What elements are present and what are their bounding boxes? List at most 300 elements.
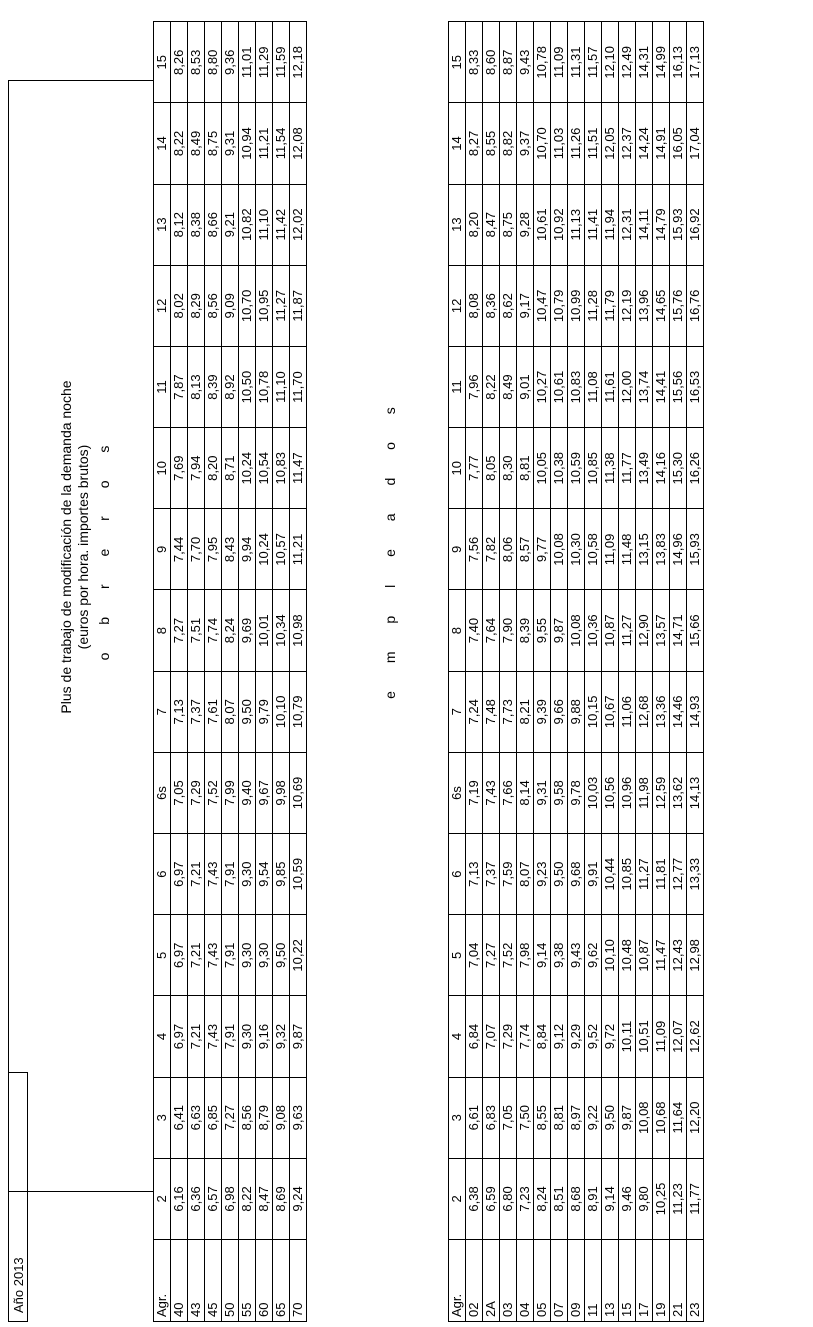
- obreros-cell: 8,07: [222, 671, 239, 752]
- obreros-table-row: [188, 22, 205, 1322]
- empleados-cell: 14,93: [687, 671, 704, 752]
- obreros-cell: 9,21: [222, 184, 239, 265]
- obreros-header-row: [154, 22, 171, 1322]
- empleados-cell: 8,81: [551, 1077, 568, 1158]
- obreros-cell: 10,69: [290, 752, 307, 833]
- empleados-cell: 11,08: [585, 346, 602, 427]
- empleados-cell: 16,26: [687, 428, 704, 509]
- empleados-cell: 8,06: [500, 509, 517, 590]
- obreros-cell: 8,38: [188, 184, 205, 265]
- obreros-cell: 10,50: [239, 346, 256, 427]
- empleados-row-agr: 23: [687, 1240, 704, 1322]
- obreros-cell: 7,21: [188, 834, 205, 915]
- empleados-cell: 10,11: [619, 996, 636, 1077]
- empleados-cell: 9,68: [568, 834, 585, 915]
- obreros-cell: 7,61: [205, 671, 222, 752]
- obreros-row-agr: 50: [222, 1240, 239, 1322]
- empleados-cell: 11,27: [636, 834, 653, 915]
- empleados-cell: 8,33: [466, 22, 483, 103]
- empleados-cell: 14,79: [653, 184, 670, 265]
- obreros-cell: 12,02: [290, 184, 307, 265]
- empleados-cell: 9,29: [568, 996, 585, 1077]
- empleados-cell: 10,05: [534, 428, 551, 509]
- empleados-cell: 15,56: [670, 346, 687, 427]
- empleados-cell: 11,64: [670, 1077, 687, 1158]
- empleados-cell: 7,59: [500, 834, 517, 915]
- empleados-cell: 10,36: [585, 590, 602, 671]
- empleados-cell: 10,99: [568, 265, 585, 346]
- empleados-cell: 8,24: [534, 1158, 551, 1239]
- empleados-cell: 10,08: [636, 1077, 653, 1158]
- empleados-cell: 11,98: [636, 752, 653, 833]
- obreros-cell: 6,98: [222, 1158, 239, 1239]
- empleados-cell: 12,90: [636, 590, 653, 671]
- obreros-cell: 10,82: [239, 184, 256, 265]
- empleados-cell: 7,77: [466, 428, 483, 509]
- empleados-cell: 7,23: [517, 1158, 534, 1239]
- obreros-cell: 9,85: [273, 834, 290, 915]
- obreros-cell: 8,02: [171, 265, 188, 346]
- obreros-cell: 9,30: [256, 915, 273, 996]
- empleados-cell: 10,78: [534, 22, 551, 103]
- empleados-cell: 7,50: [517, 1077, 534, 1158]
- obreros-table-row: [239, 22, 256, 1322]
- empleados-cell: 12,43: [670, 915, 687, 996]
- empleados-cell: 14,24: [636, 103, 653, 184]
- empleados-cell: 8,22: [483, 346, 500, 427]
- empleados-table-row: [534, 22, 551, 1322]
- obreros-cell: 7,95: [205, 509, 222, 590]
- obreros-cell: 9,50: [239, 671, 256, 752]
- empleados-cell: 10,08: [551, 509, 568, 590]
- obreros-cell: 8,71: [222, 428, 239, 509]
- empleados-header-col: 9: [449, 509, 466, 590]
- empleados-cell: 12,68: [636, 671, 653, 752]
- obreros-cell: 11,59: [273, 22, 290, 103]
- obreros-cell: 8,39: [205, 346, 222, 427]
- obreros-cell: 7,74: [205, 590, 222, 671]
- empleados-cell: 11,31: [568, 22, 585, 103]
- obreros-cell: 8,49: [188, 103, 205, 184]
- empleados-cell: 15,93: [670, 184, 687, 265]
- empleados-cell: 8,07: [517, 834, 534, 915]
- obreros-cell: 8,56: [239, 1077, 256, 1158]
- empleados-cell: 8,20: [466, 184, 483, 265]
- obreros-header-col: 12: [154, 265, 171, 346]
- obreros-table-row: [205, 22, 222, 1322]
- empleados-cell: 9,88: [568, 671, 585, 752]
- empleados-cell: 8,27: [466, 103, 483, 184]
- obreros-cell: 10,57: [273, 509, 290, 590]
- obreros-cell: 11,29: [256, 22, 273, 103]
- obreros-cell: 7,94: [188, 428, 205, 509]
- empleados-header-row: [449, 22, 466, 1322]
- empleados-label: e m p l e a d o s: [382, 395, 398, 699]
- obreros-cell: 10,10: [273, 671, 290, 752]
- empleados-cell: 10,56: [602, 752, 619, 833]
- obreros-cell: 6,41: [171, 1077, 188, 1158]
- empleados-cell: 9,43: [568, 915, 585, 996]
- empleados-table-row: [585, 22, 602, 1322]
- empleados-cell: 10,58: [585, 509, 602, 590]
- empleados-cell: 10,70: [534, 103, 551, 184]
- obreros-table-row: [222, 22, 239, 1322]
- empleados-cell: 10,15: [585, 671, 602, 752]
- empleados-cell: 11,61: [602, 346, 619, 427]
- empleados-cell: 10,10: [602, 915, 619, 996]
- empleados-cell: 7,64: [483, 590, 500, 671]
- obreros-cell: 8,43: [222, 509, 239, 590]
- empleados-row-agr: 05: [534, 1240, 551, 1322]
- empleados-cell: 11,77: [619, 428, 636, 509]
- obreros-cell: 6,36: [188, 1158, 205, 1239]
- empleados-cell: 8,39: [517, 590, 534, 671]
- obreros-cell: 11,27: [273, 265, 290, 346]
- empleados-cell: 8,49: [500, 346, 517, 427]
- year-label: Año 2013: [8, 1072, 28, 1322]
- empleados-table-row: [466, 22, 483, 1322]
- empleados-row-agr: 11: [585, 1240, 602, 1322]
- obreros-cell: 10,22: [290, 915, 307, 996]
- obreros-row-agr: 45: [205, 1240, 222, 1322]
- empleados-table-row: [551, 22, 568, 1322]
- obreros-cell: 7,21: [188, 996, 205, 1077]
- empleados-cell: 11,81: [653, 834, 670, 915]
- empleados-cell: 7,74: [517, 996, 534, 1077]
- empleados-cell: 8,51: [551, 1158, 568, 1239]
- empleados-header-col: 14: [449, 103, 466, 184]
- empleados-header-agr: Agr.: [449, 1240, 466, 1322]
- obreros-cell: 9,98: [273, 752, 290, 833]
- obreros-cell: 10,83: [273, 428, 290, 509]
- empleados-header-col: 15: [449, 22, 466, 103]
- empleados-cell: 7,82: [483, 509, 500, 590]
- obreros-cell: 8,13: [188, 346, 205, 427]
- obreros-cell: 7,87: [171, 346, 188, 427]
- obreros-cell: 11,01: [239, 22, 256, 103]
- empleados-cell: 7,66: [500, 752, 517, 833]
- obreros-cell: 9,63: [290, 1077, 307, 1158]
- empleados-cell: 13,33: [687, 834, 704, 915]
- obreros-cell: 11,10: [256, 184, 273, 265]
- obreros-cell: 9,79: [256, 671, 273, 752]
- empleados-cell: 13,62: [670, 752, 687, 833]
- empleados-cell: 11,79: [602, 265, 619, 346]
- empleados-cell: 7,37: [483, 834, 500, 915]
- obreros-cell: 8,29: [188, 265, 205, 346]
- empleados-cell: 10,44: [602, 834, 619, 915]
- empleados-cell: 6,38: [466, 1158, 483, 1239]
- empleados-cell: 13,49: [636, 428, 653, 509]
- empleados-cell: 15,93: [687, 509, 704, 590]
- empleados-cell: 7,27: [483, 915, 500, 996]
- obreros-header-col: 3: [154, 1077, 171, 1158]
- empleados-cell: 11,06: [619, 671, 636, 752]
- obreros-header-col: 9: [154, 509, 171, 590]
- empleados-cell: 9,14: [534, 915, 551, 996]
- empleados-cell: 10,59: [568, 428, 585, 509]
- obreros-cell: 11,87: [290, 265, 307, 346]
- obreros-row-agr: 65: [273, 1240, 290, 1322]
- empleados-cell: 10,08: [568, 590, 585, 671]
- empleados-cell: 11,13: [568, 184, 585, 265]
- obreros-cell: 7,43: [205, 915, 222, 996]
- obreros-cell: 9,94: [239, 509, 256, 590]
- empleados-cell: 9,77: [534, 509, 551, 590]
- empleados-cell: 14,31: [636, 22, 653, 103]
- empleados-cell: 7,56: [466, 509, 483, 590]
- empleados-cell: 9,55: [534, 590, 551, 671]
- obreros-cell: 8,12: [171, 184, 188, 265]
- empleados-row-agr: 09: [568, 1240, 585, 1322]
- empleados-cell: 7,40: [466, 590, 483, 671]
- empleados-cell: 10,61: [534, 184, 551, 265]
- empleados-cell: 14,11: [636, 184, 653, 265]
- empleados-cell: 10,79: [551, 265, 568, 346]
- empleados-cell: 7,19: [466, 752, 483, 833]
- empleados-cell: 11,47: [653, 915, 670, 996]
- empleados-table-row: [568, 22, 585, 1322]
- empleados-cell: 12,59: [653, 752, 670, 833]
- empleados-cell: 7,43: [483, 752, 500, 833]
- obreros-cell: 7,43: [205, 996, 222, 1077]
- empleados-cell: 8,36: [483, 265, 500, 346]
- empleados-cell: 8,91: [585, 1158, 602, 1239]
- obreros-cell: 11,21: [290, 509, 307, 590]
- obreros-header-col: 8: [154, 590, 171, 671]
- empleados-cell: 9,43: [517, 22, 534, 103]
- empleados-cell: 10,85: [619, 834, 636, 915]
- obreros-cell: 8,75: [205, 103, 222, 184]
- empleados-cell: 9,52: [585, 996, 602, 1077]
- empleados-cell: 12,37: [619, 103, 636, 184]
- empleados-cell: 13,36: [653, 671, 670, 752]
- empleados-cell: 11,28: [585, 265, 602, 346]
- empleados-cell: 14,91: [653, 103, 670, 184]
- empleados-cell: 12,98: [687, 915, 704, 996]
- empleados-row-agr: 13: [602, 1240, 619, 1322]
- obreros-table-row: [171, 22, 188, 1322]
- empleados-cell: 8,30: [500, 428, 517, 509]
- empleados-cell: 11,77: [687, 1158, 704, 1239]
- obreros-cell: 9,30: [239, 834, 256, 915]
- empleados-cell: 8,97: [568, 1077, 585, 1158]
- empleados-cell: 9,31: [534, 752, 551, 833]
- obreros-cell: 9,36: [222, 22, 239, 103]
- empleados-cell: 10,30: [568, 509, 585, 590]
- obreros-cell: 9,32: [273, 996, 290, 1077]
- empleados-cell: 12,62: [687, 996, 704, 1077]
- obreros-cell: 8,53: [188, 22, 205, 103]
- obreros-cell: 9,16: [256, 996, 273, 1077]
- obreros-cell: 10,95: [256, 265, 273, 346]
- obreros-cell: 6,97: [171, 915, 188, 996]
- obreros-cell: 8,22: [239, 1158, 256, 1239]
- empleados-cell: 9,12: [551, 996, 568, 1077]
- obreros-cell: 8,22: [171, 103, 188, 184]
- obreros-cell: 9,50: [273, 915, 290, 996]
- obreros-cell: 7,91: [222, 834, 239, 915]
- empleados-cell: 11,41: [585, 184, 602, 265]
- empleados-row-agr: 17: [636, 1240, 653, 1322]
- empleados-cell: 8,82: [500, 103, 517, 184]
- obreros-header-col: 5: [154, 915, 171, 996]
- obreros-cell: 10,94: [239, 103, 256, 184]
- obreros-header-col: 10: [154, 428, 171, 509]
- empleados-table-row: [500, 22, 517, 1322]
- empleados-cell: 14,99: [653, 22, 670, 103]
- obreros-cell: 8,92: [222, 346, 239, 427]
- obreros-cell: 9,09: [222, 265, 239, 346]
- empleados-row-agr: 03: [500, 1240, 517, 1322]
- obreros-cell: 11,47: [290, 428, 307, 509]
- empleados-cell: 7,73: [500, 671, 517, 752]
- empleados-cell: 8,14: [517, 752, 534, 833]
- empleados-cell: 15,76: [670, 265, 687, 346]
- obreros-cell: 7,91: [222, 996, 239, 1077]
- empleados-cell: 8,55: [483, 103, 500, 184]
- empleados-cell: 11,57: [585, 22, 602, 103]
- empleados-table-row: [687, 22, 704, 1322]
- obreros-row-agr: 43: [188, 1240, 205, 1322]
- empleados-table-row: [670, 22, 687, 1322]
- empleados-cell: 8,84: [534, 996, 551, 1077]
- obreros-header-col: 15: [154, 22, 171, 103]
- empleados-cell: 12,20: [687, 1077, 704, 1158]
- obreros-header-frame: [8, 80, 154, 1192]
- obreros-cell: 9,31: [222, 103, 239, 184]
- obreros-cell: 11,42: [273, 184, 290, 265]
- obreros-cell: 6,63: [188, 1077, 205, 1158]
- obreros-cell: 9,24: [290, 1158, 307, 1239]
- empleados-cell: 9,28: [517, 184, 534, 265]
- empleados-row-agr: 07: [551, 1240, 568, 1322]
- obreros-table-row: [256, 22, 273, 1322]
- empleados-header-col: 6s: [449, 752, 466, 833]
- obreros-cell: 8,20: [205, 428, 222, 509]
- obreros-cell: 7,37: [188, 671, 205, 752]
- obreros-row-agr: 40: [171, 1240, 188, 1322]
- empleados-cell: 10,38: [551, 428, 568, 509]
- empleados-table: [448, 21, 704, 1322]
- empleados-row-agr: 19: [653, 1240, 670, 1322]
- empleados-cell: 13,15: [636, 509, 653, 590]
- empleados-cell: 12,49: [619, 22, 636, 103]
- obreros-cell: 7,51: [188, 590, 205, 671]
- obreros-cell: 6,97: [171, 996, 188, 1077]
- empleados-cell: 9,22: [585, 1077, 602, 1158]
- empleados-row-agr: 04: [517, 1240, 534, 1322]
- obreros-cell: 8,56: [205, 265, 222, 346]
- empleados-cell: 8,08: [466, 265, 483, 346]
- empleados-cell: 10,47: [534, 265, 551, 346]
- empleados-cell: 8,57: [517, 509, 534, 590]
- empleados-cell: 6,80: [500, 1158, 517, 1239]
- empleados-row-agr: 02: [466, 1240, 483, 1322]
- empleados-cell: 16,92: [687, 184, 704, 265]
- obreros-cell: 8,24: [222, 590, 239, 671]
- empleados-header-col: 13: [449, 184, 466, 265]
- empleados-table-row: [653, 22, 670, 1322]
- empleados-header-col: 4: [449, 996, 466, 1077]
- empleados-header-col: 11: [449, 346, 466, 427]
- empleados-table-row: [602, 22, 619, 1322]
- obreros-cell: 7,43: [205, 834, 222, 915]
- obreros-cell: 7,05: [171, 752, 188, 833]
- obreros-label: o b r e r o s: [96, 433, 112, 661]
- obreros-cell: 6,85: [205, 1077, 222, 1158]
- empleados-cell: 7,98: [517, 915, 534, 996]
- empleados-cell: 8,55: [534, 1077, 551, 1158]
- obreros-cell: 7,27: [171, 590, 188, 671]
- empleados-cell: 8,75: [500, 184, 517, 265]
- obreros-row-agr: 60: [256, 1240, 273, 1322]
- empleados-cell: 16,05: [670, 103, 687, 184]
- empleados-cell: 10,96: [619, 752, 636, 833]
- obreros-cell: 10,24: [239, 428, 256, 509]
- obreros-cell: 10,79: [290, 671, 307, 752]
- obreros-cell: 11,21: [256, 103, 273, 184]
- empleados-cell: 13,83: [653, 509, 670, 590]
- obreros-header-col: 6s: [154, 752, 171, 833]
- empleados-cell: 9,66: [551, 671, 568, 752]
- empleados-table-row: [619, 22, 636, 1322]
- obreros-cell: 9,30: [239, 996, 256, 1077]
- empleados-cell: 17,13: [687, 22, 704, 103]
- title-line-1: Plus de trabajo de modificación de la demanda noche: [58, 380, 74, 714]
- empleados-cell: 16,76: [687, 265, 704, 346]
- obreros-cell: 6,57: [205, 1158, 222, 1239]
- empleados-row-agr: 15: [619, 1240, 636, 1322]
- empleados-cell: 9,78: [568, 752, 585, 833]
- empleados-cell: 6,83: [483, 1077, 500, 1158]
- empleados-cell: 10,67: [602, 671, 619, 752]
- obreros-row-agr: 55: [239, 1240, 256, 1322]
- empleados-cell: 13,96: [636, 265, 653, 346]
- empleados-cell: 9,39: [534, 671, 551, 752]
- empleados-cell: 10,25: [653, 1158, 670, 1239]
- obreros-cell: 7,21: [188, 915, 205, 996]
- empleados-cell: 8,47: [483, 184, 500, 265]
- empleados-cell: 9,17: [517, 265, 534, 346]
- obreros-cell: 11,10: [273, 346, 290, 427]
- empleados-cell: 11,26: [568, 103, 585, 184]
- empleados-table-row: [517, 22, 534, 1322]
- empleados-cell: 13,74: [636, 346, 653, 427]
- empleados-cell: 9,87: [551, 590, 568, 671]
- empleados-cell: 14,46: [670, 671, 687, 752]
- empleados-cell: 11,38: [602, 428, 619, 509]
- obreros-cell: 8,80: [205, 22, 222, 103]
- obreros-cell: 9,54: [256, 834, 273, 915]
- empleados-header-col: 12: [449, 265, 466, 346]
- obreros-header-col: 11: [154, 346, 171, 427]
- empleados-header-col: 7: [449, 671, 466, 752]
- empleados-cell: 12,00: [619, 346, 636, 427]
- obreros-cell: 10,54: [256, 428, 273, 509]
- empleados-cell: 10,48: [619, 915, 636, 996]
- obreros-header-col: 13: [154, 184, 171, 265]
- empleados-cell: 11,94: [602, 184, 619, 265]
- empleados-row-agr: 2A: [483, 1240, 500, 1322]
- empleados-cell: 11,23: [670, 1158, 687, 1239]
- empleados-cell: 14,13: [687, 752, 704, 833]
- obreros-header-col: 6: [154, 834, 171, 915]
- empleados-cell: 11,09: [602, 509, 619, 590]
- empleados-cell: 8,68: [568, 1158, 585, 1239]
- empleados-cell: 7,13: [466, 834, 483, 915]
- obreros-cell: 10,24: [256, 509, 273, 590]
